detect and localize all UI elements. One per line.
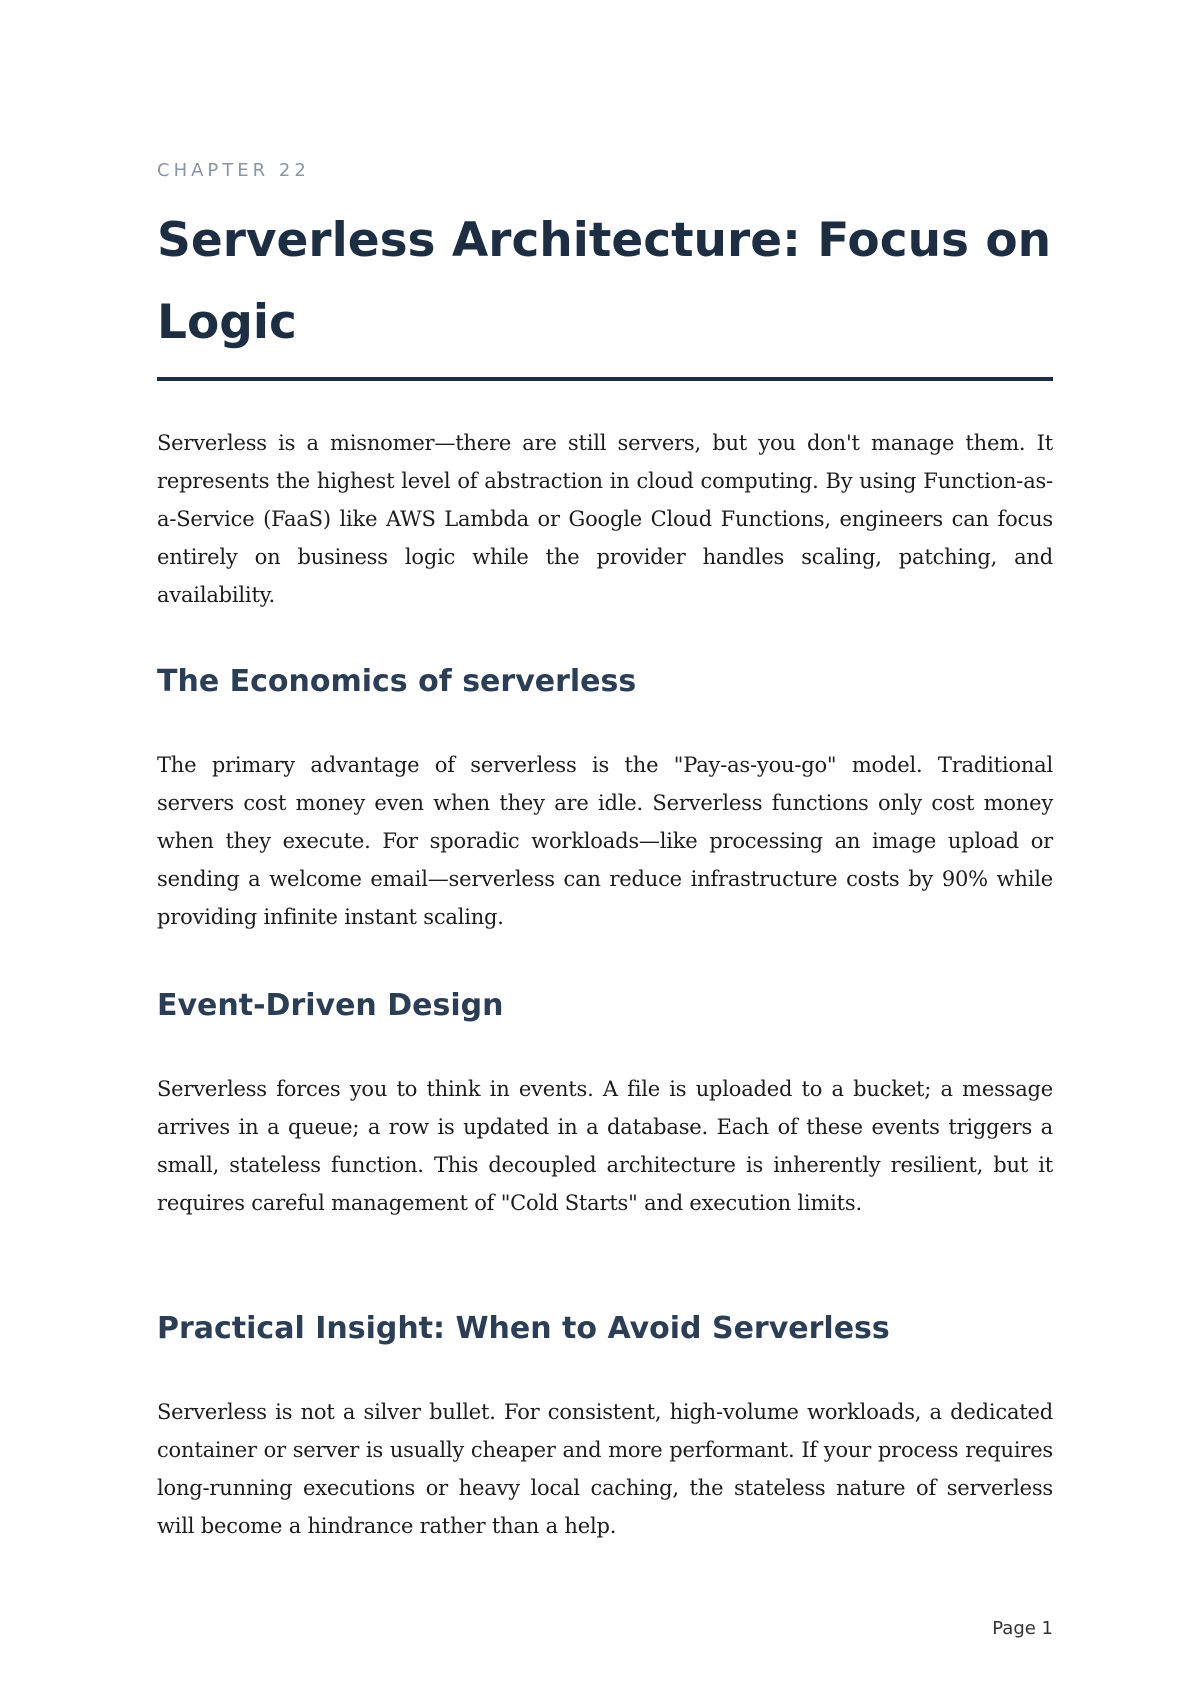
section-body-event-driven: Serverless forces you to think in events. A file is uploaded to a bucket; a message arrives in a queue; a row is updated in a database. Each of these events triggers a small, stateless function. This decoupled architecture is inherently resilient, but it requires careful management of "Cold Starts" and execution limits. <box>157 1077 1053 1215</box>
section-body-practical-insight: Serverless is not a silver bullet. For consistent, high-volume workloads, a dedicated container or server is usually cheaper and more performant. If your process requires long-running executions or heavy local caching, the stateless nature of serverless will become a hindrance rather than a help. <box>157 1400 1053 1538</box>
section-heading-practical-insight: Practical Insight: When to Avoid Serverless <box>157 1311 890 1346</box>
chapter-label: CHAPTER 22 <box>157 160 310 181</box>
page-number: Page 1 <box>992 1618 1053 1639</box>
title-divider <box>157 377 1053 381</box>
section-heading-economics: The Economics of serverless <box>157 664 637 699</box>
chapter-title: Serverless Architecture: Focus on Logic <box>157 213 1052 350</box>
section-body-economics: The primary advantage of serverless is the "Pay-as-you-go" model. Traditional servers cost money even when they are idle. Serverless functions only cost money when they execute. For sporadic workloads—like processing an image upload or sending a welcome email—serverless can reduce infrastructure costs by 90% while providing infinite instant scaling. <box>157 753 1053 929</box>
document-page <box>157 0 1053 1696</box>
intro-paragraph: Serverless is a misnomer—there are still servers, but you don't manage them. It represents the highest level of abstraction in cloud computing. By using Function-as-a-Service (FaaS) like AWS Lambda or Google Cloud Functions, engineers can focus entirely on business logic while the provider handles scaling, patching, and availability. <box>157 431 1053 607</box>
section-heading-event-driven: Event-Driven Design <box>157 988 504 1023</box>
